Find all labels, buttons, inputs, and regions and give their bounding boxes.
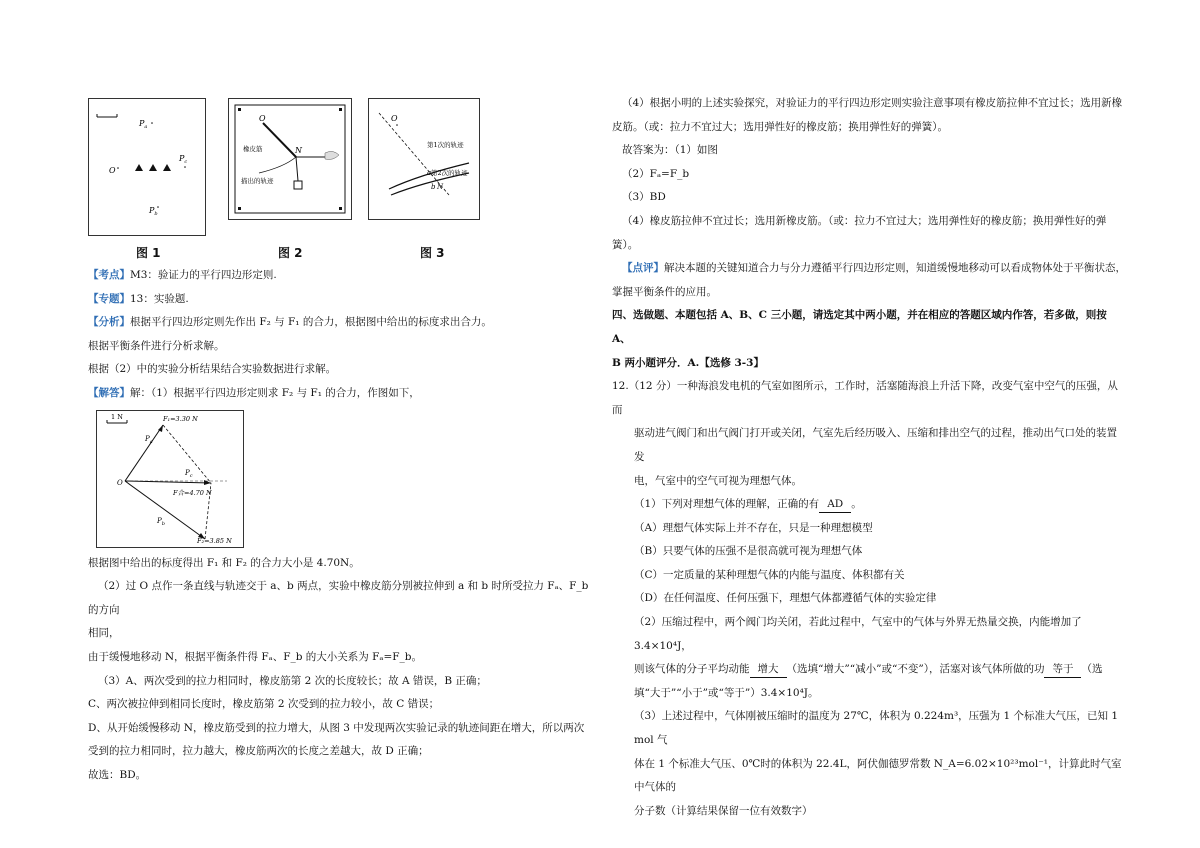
f1-label: F₁=3.30 N	[163, 414, 198, 423]
fig3-trace1-label: 第1次的轨迹	[427, 141, 464, 149]
fig1-pc-label: $P_c$	[179, 154, 188, 165]
solution-figure	[96, 410, 244, 548]
fig3-b-label: b	[431, 183, 436, 191]
q2-analysis-line: 根据（2）中的实验分析结果结合实验数据进行求解。	[88, 363, 337, 376]
q2-line-c: 填“大于”“小于”或“等于”）3.4×10⁴J。	[634, 686, 819, 699]
fig3-o-label: O	[391, 114, 398, 123]
kaodian-text: M3：验证力的平行四边形定则.	[130, 269, 277, 281]
fig1-pa-label: $P_a$	[139, 119, 148, 130]
figure-3-caption: 图 3	[420, 246, 445, 260]
answer-2: （2）Fₐ=F_b	[622, 167, 690, 180]
sol-pb-label: $P_b$	[157, 516, 165, 527]
part2-line-b: 相同，	[88, 627, 120, 640]
scale-label: 1 N	[111, 412, 123, 421]
figure-1	[88, 98, 206, 236]
q2-middle: （选填“增大”“减小”或“不变”），活塞对该气体所做的功	[786, 663, 1045, 676]
right-column	[612, 92, 1126, 823]
q12-line-b: 驱动进气阀门和出气阀门打开或关闭，气室先后经历吸入、压缩和排出空气的过程，推动出气口处的装置发	[634, 427, 1117, 463]
option-c: （C）一定质量的某种理想气体的内能与温度、体积都有关	[634, 568, 905, 581]
q3-line-c: 分子数（计算结果保留一位有效数字）	[634, 804, 813, 817]
option-a: （A）理想气体实际上并不存在，只是一种理想模型	[634, 521, 873, 534]
triangle-marker	[149, 164, 157, 171]
q1-line	[612, 493, 1126, 517]
q2-end: （选	[1081, 663, 1103, 676]
q3-line-b: 体在 1 个标准大气压、0℃时的体积为 22.4L，阿伏伽德罗常数 N_A=6.02×10²³mol⁻¹，计算此时气室中气体的	[634, 757, 1122, 794]
zhuanti-line	[88, 288, 600, 312]
fig2-trace-label: 描出的轨迹	[241, 177, 274, 185]
fenxi-line	[88, 311, 600, 335]
pingheng-line: 根据平衡条件进行分析求解。	[88, 339, 225, 352]
fig3-trace2-label: 第2次的轨迹	[431, 169, 468, 177]
figure-row	[88, 92, 600, 264]
zhuanti-tag: 【专题】	[88, 292, 130, 305]
jieda-line	[88, 382, 600, 406]
jieda-text: 解：（1）根据平行四边形定则求 F₂ 与 F₁ 的合力，作图如下，	[130, 386, 420, 399]
result-line: 根据图中给出的标度得出 F₁ 和 F₂ 的合力大小是 4.70N。	[88, 556, 360, 569]
section4-heading-a: 四、选做题、本题包括 A、B、C 三小题，请选定其中两小题，并在相应的答题区域内作答，若多做，则按 A、	[612, 309, 1107, 345]
part4-line-a: （4）根据小明的上述实验探究，对验证力的平行四边形定则实验注意事项有橡皮筋拉伸不宜过长；选用新橡	[622, 97, 1123, 109]
option-b: （B）只要气体的压强不是很高就可视为理想气体	[634, 545, 863, 558]
q2-answer-2: 等于	[1044, 661, 1081, 678]
q3-line-a: （3）上述过程中，气体刚被压缩时的温度为 27℃，体积为 0.224m³，压强为 1 个标准大气压，已知 1 mol 气	[634, 710, 1119, 747]
part2-line-a: （2）过 O 点作一条直线与轨迹交于 a、b 两点，实验中橡皮筋分别被拉伸到 a 和 b 时所受拉力 Fₐ、F_b 的方向	[88, 580, 589, 616]
fig2-o-label: O	[259, 114, 266, 123]
fenxi-tag: 【分析】	[88, 316, 130, 329]
figure-1-caption: 图 1	[136, 246, 161, 260]
hand-icon	[325, 151, 339, 159]
q2-prompt: 则该气体的分子平均动能	[634, 663, 750, 676]
q12-line-a: 12.（12 分）一种海浪发电机的气室如图所示，工作时，活塞随海浪上升活下降，改变气室中空气的压强，从而	[612, 380, 1118, 416]
q1-prompt: （1）下列对理想气体的理解，正确的有	[634, 498, 820, 511]
figure-3	[368, 98, 480, 220]
weight-box	[294, 181, 302, 189]
dianping-line	[612, 257, 1126, 281]
option-d: （D）在任何温度、任何压强下，理想气体都遵循气体的实验定律	[634, 592, 937, 605]
fig2-n-label: N	[295, 146, 302, 155]
fh-label: F合=4.70 N	[173, 488, 212, 497]
fig3-n-label: N	[437, 183, 444, 191]
part3-line-e: 故选：BD。	[88, 768, 147, 781]
part4-line-b: 皮筋。（或：拉力不宜过大；选用弹性好的橡皮筋；换用弹性好的弹簧）。	[612, 120, 948, 133]
section4-heading-b: B 两小题评分．A.【选修 3-3】	[612, 356, 764, 369]
zhuanti-text: 13：实验题.	[130, 292, 189, 305]
part3-line-d: 受到的拉力相同时，拉力越大，橡皮筋两次的长度之差越大，故 D 正确；	[88, 745, 429, 758]
triangle-marker	[163, 164, 171, 171]
q1-answer: AD	[819, 496, 851, 513]
kaodian-line	[88, 264, 600, 288]
fig1-pb-label: $P_b$	[149, 206, 158, 217]
dianping-line-2: 掌握平衡条件的应用。	[612, 285, 717, 298]
part3-line-c: D、从开始缓慢移动 N，橡皮筋受到的拉力增大，从图 3 中发现两次实验记录的轨迹间距在增大，所以两次	[88, 721, 585, 734]
figure-2	[228, 98, 352, 220]
dianping-tag: 【点评】	[622, 262, 664, 275]
fig2-rubber-label: 橡皮筋	[243, 145, 263, 153]
part2-line-c: 由于缓慢地移动 N，根据平衡条件得 Fₐ、F_b 的大小关系为 Fₐ=F_b。	[88, 650, 423, 663]
q2-answer-1: 增大	[750, 661, 787, 678]
f2-label: F₂=3.85 N	[197, 536, 232, 545]
fenxi-text: 根据平行四边形定则先作出 F₂ 与 F₁ 的合力，根据图中给出的标度求出合力。	[130, 316, 492, 329]
part3-line-b: C、两次被拉伸到相同长度时，橡皮筋第 2 次受到的拉力较小，故 C 错误；	[88, 698, 440, 711]
q2-line-b	[612, 658, 1126, 682]
sol-pa-label: $P_a$	[145, 434, 153, 445]
dianping-text: 解决本题的关键知道合力与分力遵循平行四边形定则，知道缓慢地移动可以看成物体处于平衡状态，	[664, 262, 1126, 275]
fig3-a-label: a	[427, 169, 432, 177]
sol-o-label: O	[117, 478, 123, 487]
jieda-tag: 【解答】	[88, 386, 130, 399]
answer-3: （3）BD	[622, 191, 666, 204]
answers-line: 故答案为：（1）如图	[622, 144, 718, 157]
q1-end: 。	[851, 498, 862, 511]
figure-2-caption: 图 2	[278, 246, 303, 260]
sol-pc-label: $P_c$	[185, 468, 193, 479]
kaodian-tag: 【考点】	[88, 269, 130, 281]
q12-line-c: 电，气室中的空气可视为理想气体。	[634, 474, 802, 487]
triangle-marker	[135, 164, 143, 171]
part3-line-a: （3）A、两次受到的拉力相同时，橡皮筋第 2 次的长度较长；故 A 错误，B 正确；	[98, 674, 487, 687]
left-column	[88, 92, 600, 788]
answer-4: （4）橡皮筋拉伸不宜过长；选用新橡皮筋。（或：拉力不宜过大；选用弹性好的橡皮筋；换用弹性好的弹簧）。	[612, 214, 1107, 251]
fig1-o-label: O	[109, 166, 116, 175]
q2-line-a: （2）压缩过程中，两个阀门均关闭，若此过程中，气室中的气体与外界无热量交换，内能增加了 3.4×10⁴J，	[634, 616, 1082, 652]
